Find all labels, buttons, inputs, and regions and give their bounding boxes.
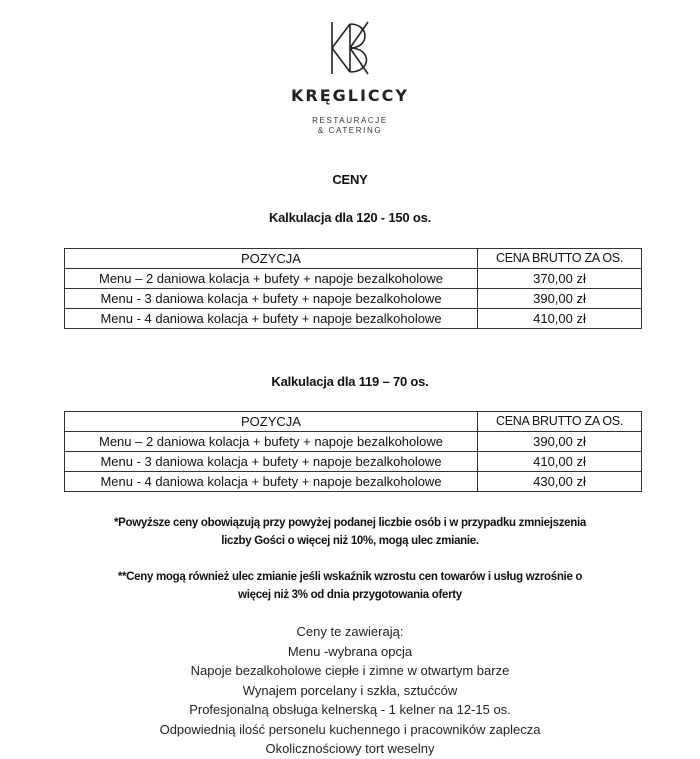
table-row [65, 269, 642, 289]
section-heading-2: Kalkulacja dla 119 – 70 os. [271, 374, 429, 389]
table-row [65, 452, 642, 472]
table-row [65, 472, 642, 492]
price-table-2 [64, 411, 642, 492]
list-item: Profesjonalną obsługa kelnerską - 1 kelner na 12-15 os. [189, 702, 511, 717]
table-row [65, 289, 642, 309]
table-row [65, 309, 642, 329]
table-row [65, 432, 642, 452]
column-header-position: POZYCJA [65, 412, 478, 432]
includes-list [0, 622, 700, 759]
price-cell: 370,00 zł [478, 269, 642, 289]
item-cell: Menu - 3 daniowa kolacja + bufety + napoje bezalkoholowe [65, 289, 478, 309]
note-line: **Ceny mogą również ulec zmianie jeśli wskaźnik wzrostu cen towarów i usług wzrośnie o [117, 571, 583, 583]
list-item: Menu -wybrana opcja [287, 643, 413, 659]
table-header-row [65, 249, 642, 269]
item-cell: Menu – 2 daniowa kolacja + bufety + napoje bezalkoholowe [65, 432, 478, 452]
list-item: Odpowiednią ilość personelu kuchennego i pracowników zaplecza [159, 721, 541, 737]
section-heading-1: Kalkulacja dla 120 - 150 os. [268, 210, 432, 225]
column-header-position: POZYCJA [65, 249, 478, 269]
list-item: Napoje bezalkoholowe ciepłe i zimne w otwartym barze [190, 663, 510, 678]
price-change-note [80, 568, 620, 604]
includes-heading: Ceny te zawierają: [296, 624, 404, 639]
brand-tagline-line1: RESTAURACJE [312, 116, 388, 125]
item-cell: Menu - 3 daniowa kolacja + bufety + napoje bezalkoholowe [65, 452, 478, 472]
price-cell: 390,00 zł [478, 289, 642, 309]
brand-name: KRĘGLICCY [291, 86, 409, 105]
item-cell: Menu - 4 daniowa kolacja + bufety + napoje bezalkoholowe [65, 472, 478, 492]
table-header-row [65, 412, 642, 432]
column-header-price: CENA BRUTTO ZA OS. [478, 412, 642, 432]
price-validity-note [80, 514, 620, 550]
price-cell: 430,00 zł [478, 472, 642, 492]
price-cell: 410,00 zł [478, 452, 642, 472]
note-line: liczby Gości o więcej niż 10%, mogą ulec zmianie. [221, 535, 479, 547]
page-title: CENY [332, 172, 368, 187]
monogram-logo-icon [320, 18, 380, 78]
brand-tagline-line2: & CATERING [317, 126, 383, 135]
item-cell: Menu – 2 daniowa kolacja + bufety + napoje bezalkoholowe [65, 269, 478, 289]
column-header-price: CENA BRUTTO ZA OS. [478, 249, 642, 269]
list-item: Okolicznościowy tort weselny [265, 741, 435, 756]
note-line: *Powyższe ceny obowiązują przy powyżej podanej liczbie osób i w przypadku zmniejszenia [113, 517, 586, 529]
note-line: więcej niż 3% od dnia przygotowania oferty [238, 589, 462, 601]
brand-logo [0, 18, 700, 78]
price-cell: 390,00 zł [478, 432, 642, 452]
price-cell: 410,00 zł [478, 309, 642, 329]
price-table-1 [64, 248, 642, 329]
list-item: Wynajem porcelany i szkła, sztućców [242, 682, 458, 698]
item-cell: Menu - 4 daniowa kolacja + bufety + napoje bezalkoholowe [65, 309, 478, 329]
